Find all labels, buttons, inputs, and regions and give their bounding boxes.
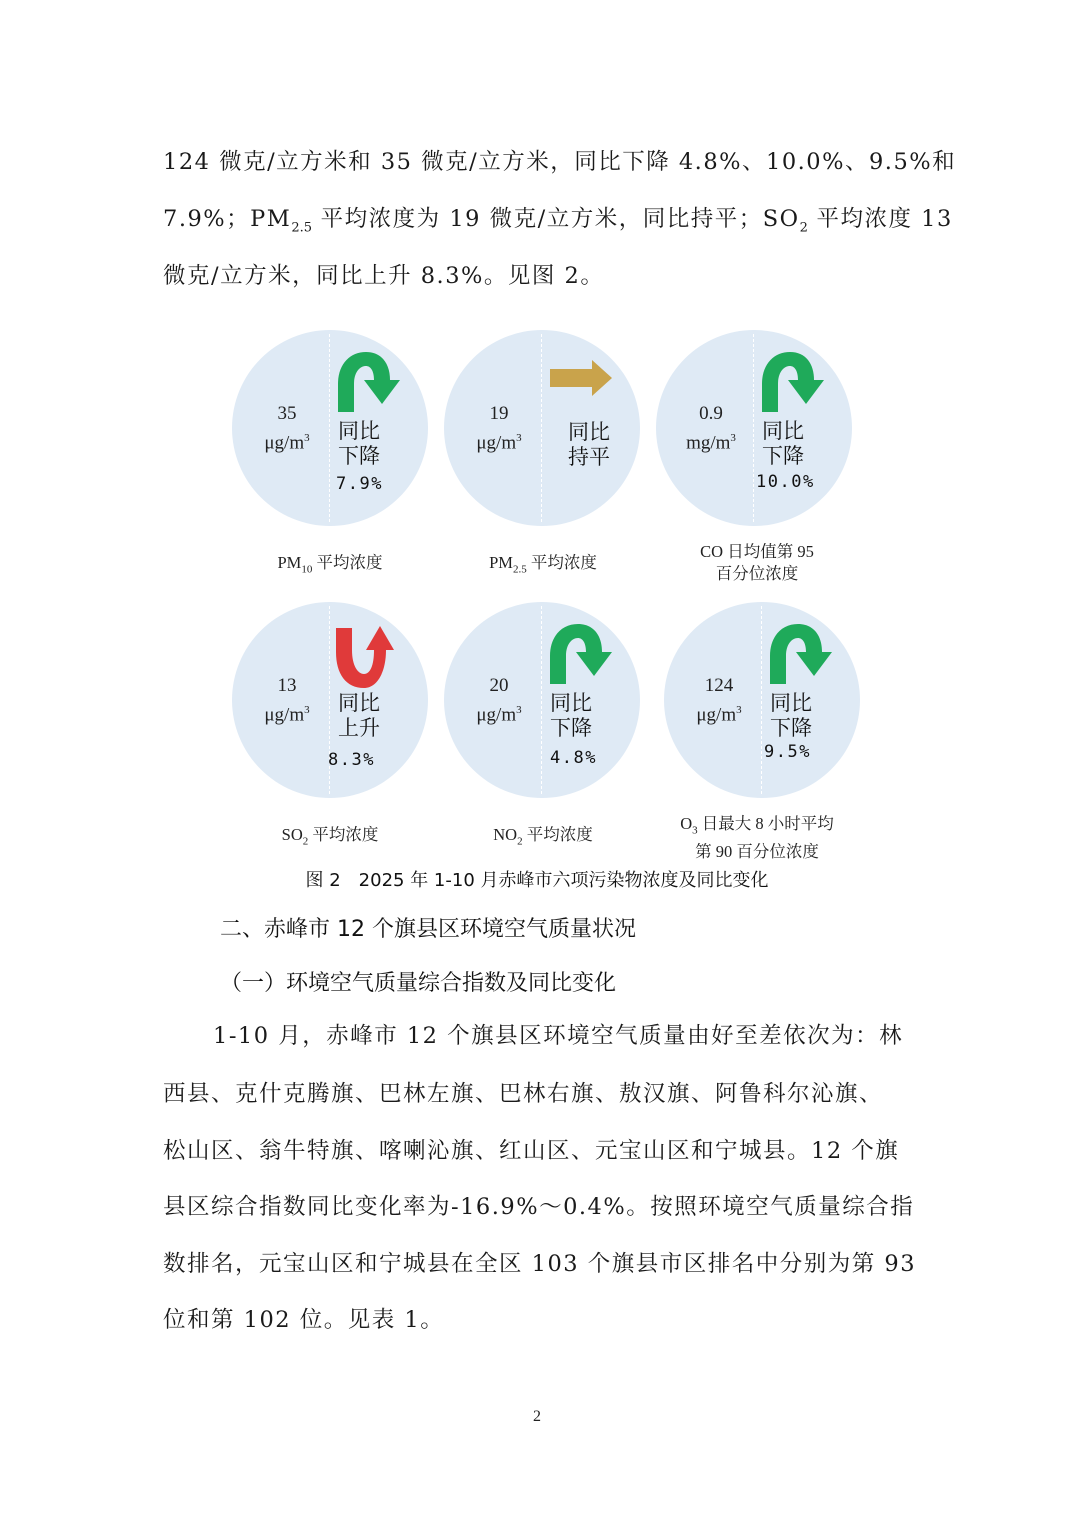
value-number: 20: [489, 675, 509, 696]
change-line-2: 上升: [338, 716, 380, 740]
change-percent: 7.9%: [336, 474, 383, 494]
change-label: [568, 420, 610, 470]
value-unit: [246, 426, 328, 455]
body-line-4: 县区综合指数同比变化率为-16.9%～0.4%。按照环境空气质量综合指: [163, 1194, 915, 1220]
circle-divider: [761, 606, 762, 794]
pollutant-label-line-1: [215, 824, 445, 852]
down-arrow-icon: [758, 350, 826, 414]
change-percent: 10.0%: [756, 472, 815, 492]
change-line-2: 下降: [550, 716, 592, 740]
change-line-1: 同比: [762, 419, 804, 443]
unit-superscript: 3: [304, 432, 310, 444]
pollutant-label-line-1: [428, 552, 658, 580]
pollutant-label-line-2: 百分位浓度: [715, 564, 799, 583]
change-line-1: 同比: [550, 691, 592, 715]
body-line-6: 位和第 102 位。见表 1。: [163, 1307, 445, 1333]
pollutant-label: [428, 824, 658, 852]
label-text: 平均浓度: [522, 825, 593, 844]
unit-text: μg/m: [476, 704, 517, 726]
change-label: [338, 419, 380, 469]
subscript: 2.5: [291, 220, 313, 236]
pollutant-card: [664, 602, 860, 798]
unit-text: μg/m: [696, 704, 737, 726]
change-line-2: 持平: [568, 445, 610, 469]
circle-divider: [753, 334, 754, 522]
change-line-2: 下降: [338, 444, 380, 468]
concentration-value: [678, 674, 760, 727]
intro-line-3: 微克/立方米，同比上升 8.3%。见图 2。: [163, 263, 605, 289]
label-text: PM: [489, 553, 513, 572]
concentration-value: [458, 402, 540, 455]
pollutant-label-line-1: [642, 813, 872, 841]
down-arrow-icon: [766, 622, 834, 686]
value-number: 124: [704, 675, 734, 696]
change-line-2: 下降: [762, 444, 804, 468]
intro-line-1: 124 微克/立方米和 35 微克/立方米，同比下降 4.8%、10.0%、9.5%和: [163, 149, 957, 175]
value-unit: [678, 698, 760, 727]
label-subscript: 10: [301, 563, 313, 576]
label-subscript: 3: [692, 824, 698, 837]
change-label: [762, 419, 804, 469]
circle-divider: [329, 334, 330, 522]
unit-superscript: 3: [516, 704, 522, 716]
label-text: 平均浓度: [526, 553, 597, 572]
value-unit: [670, 426, 752, 455]
value-number: 19: [489, 403, 509, 424]
label-text: 平均浓度: [312, 553, 383, 572]
figure-caption: 图 2 2025 年 1-10 月赤峰市六项污染物浓度及同比变化: [305, 870, 769, 891]
pollutant-label-line-1: [428, 824, 658, 852]
subscript: 2: [799, 220, 808, 236]
pollutant-card: [444, 330, 640, 526]
label-text: SO: [281, 825, 303, 844]
label-text: CO 日均值第 95: [700, 542, 814, 561]
label-subscript: 2: [517, 835, 523, 848]
unit-text: mg/m: [686, 432, 731, 454]
label-text: 日最大 8 小时平均: [697, 814, 834, 833]
intro-text: 7.9%；PM: [163, 206, 292, 232]
flat-arrow-icon: [548, 358, 614, 398]
pollutant-label-line-1: [215, 552, 445, 580]
body-line-2: 西县、克什克腾旗、巴林左旗、巴林右旗、敖汉旗、阿鲁科尔沁旗、: [163, 1081, 884, 1107]
concentration-value: [246, 674, 328, 727]
concentration-value: [246, 402, 328, 455]
unit-text: μg/m: [264, 704, 305, 726]
pollutant-label: [215, 552, 445, 580]
intro-text: 平均浓度为 19 微克/立方米，同比持平；SO: [312, 206, 800, 232]
change-label: [550, 691, 592, 741]
change-line-2: 下降: [770, 716, 812, 740]
unit-text: μg/m: [264, 432, 305, 454]
change-line-1: 同比: [770, 691, 812, 715]
change-percent: 9.5%: [764, 742, 811, 762]
value-unit: [458, 426, 540, 455]
unit-superscript: 3: [516, 432, 522, 444]
label-text: O: [680, 814, 693, 833]
down-arrow-icon: [334, 350, 402, 414]
unit-text: μg/m: [476, 432, 517, 454]
unit-superscript: 3: [304, 704, 310, 716]
unit-superscript: 3: [736, 704, 742, 716]
pollutant-label: [215, 824, 445, 852]
body-line-3: 松山区、翁牛特旗、喀喇沁旗、红山区、元宝山区和宁城县。12 个旗: [163, 1138, 900, 1164]
circle-divider: [541, 334, 542, 522]
value-unit: [458, 698, 540, 727]
change-percent: 4.8%: [550, 748, 597, 768]
change-line-1: 同比: [338, 691, 380, 715]
page-number: 2: [533, 1408, 541, 1425]
value-number: 0.9: [699, 403, 723, 424]
pollutant-card: [656, 330, 852, 526]
value-unit: [246, 698, 328, 727]
label-subscript: 2: [302, 835, 309, 848]
label-subscript: 2.5: [512, 563, 527, 576]
change-line-1: 同比: [568, 420, 610, 444]
change-percent: 8.3%: [328, 750, 375, 770]
section-heading: 二、赤峰市 12 个旗县区环境空气质量状况: [220, 917, 636, 942]
unit-superscript: 3: [730, 432, 736, 444]
circle-divider: [541, 606, 542, 794]
pollutant-label: [642, 813, 872, 863]
intro-line-2: [163, 201, 953, 236]
pollutant-card: [232, 330, 428, 526]
up-arrow-icon: [332, 624, 396, 690]
pollutant-label-line-2: 第 90 百分位浓度: [695, 842, 819, 862]
change-label: [770, 691, 812, 741]
label-text: 平均浓度: [308, 825, 379, 844]
pollutant-label: [642, 541, 872, 585]
pollutant-card: [232, 602, 428, 798]
concentration-value: [670, 402, 752, 455]
concentration-value: [458, 674, 540, 727]
change-label: [338, 691, 380, 741]
label-text: PM: [277, 553, 302, 572]
body-line-5: 数排名，元宝山区和宁城县在全区 103 个旗县市区排名中分别为第 93: [163, 1251, 917, 1277]
body-line-1: 1-10 月，赤峰市 12 个旗县区环境空气质量由好至差依次为：林: [213, 1023, 904, 1049]
subsection-heading: （一）环境空气质量综合指数及同比变化: [220, 971, 617, 996]
pollutant-label: [428, 552, 658, 580]
value-number: 35: [277, 403, 297, 424]
pollutant-label-line-1: [642, 541, 872, 563]
value-number: 13: [277, 675, 297, 696]
down-arrow-icon: [546, 622, 614, 686]
pollutant-card: [444, 602, 640, 798]
intro-text: 平均浓度 13: [807, 206, 953, 232]
label-text: NO: [493, 825, 518, 844]
change-line-1: 同比: [338, 419, 380, 443]
